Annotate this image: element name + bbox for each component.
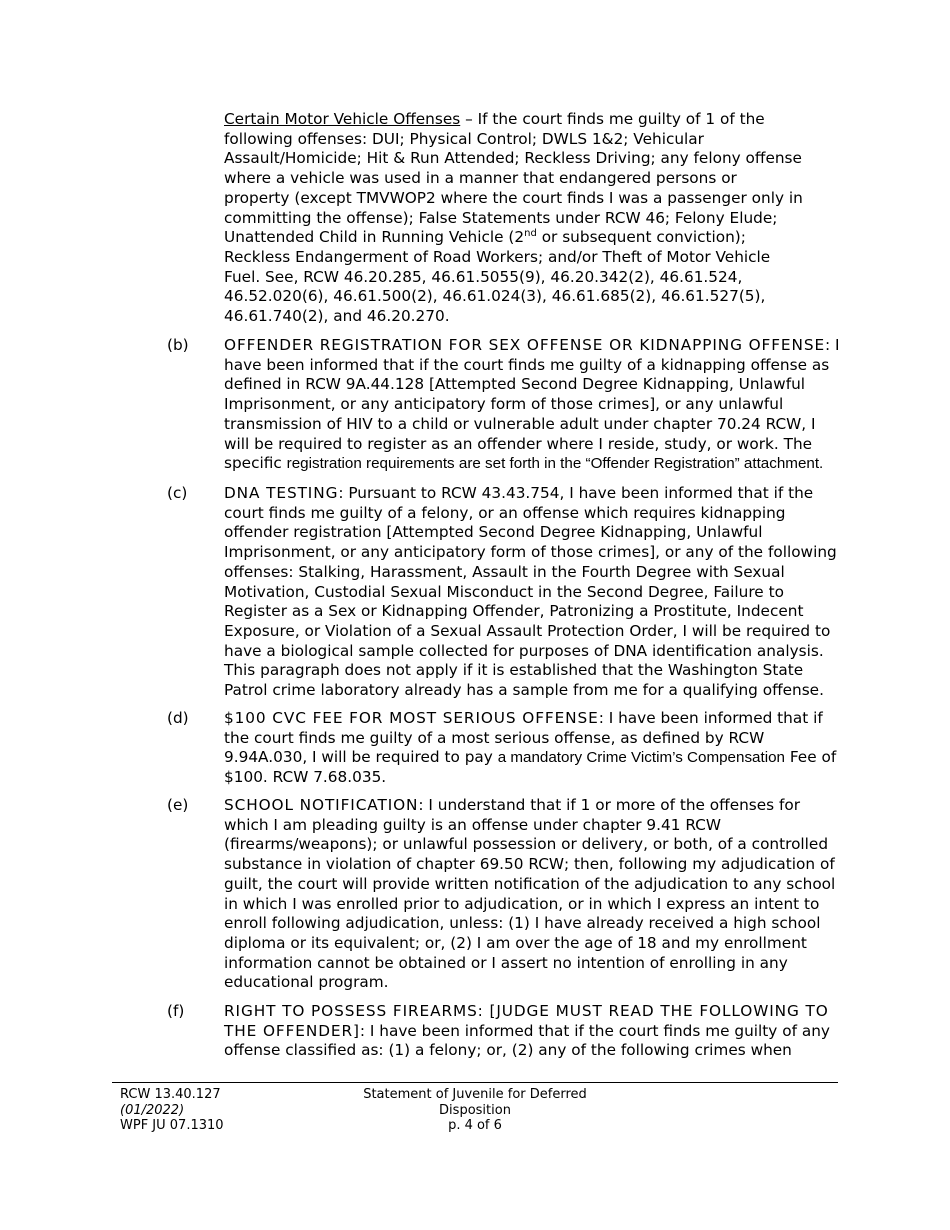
item-c — [167, 484, 847, 701]
item-sans-text: a mandatory Crime Victim’s Compensation — [497, 749, 785, 767]
item-text — [224, 1002, 844, 1061]
footer-left — [120, 1087, 224, 1134]
footer-center — [360, 1087, 590, 1134]
motor-vehicle-offenses-paragraph — [224, 110, 804, 327]
item-heading: OFFENDER REGISTRATION FOR SEX OFFENSE OR KIDNAPPING OFFENSE — [224, 336, 826, 354]
item-text — [224, 484, 844, 701]
item-heading: $100 CVC FEE FOR MOST SERIOUS OFFENSE — [224, 709, 599, 727]
footer-divider — [112, 1082, 838, 1083]
item-label: (d) — [167, 709, 189, 727]
footer-date: (01/2022) — [120, 1102, 185, 1118]
item-body: : Pursuant to RCW 43.43.754, I have been informed that if the court finds me guilty of a felony, or an offense which requires kidnapping offender registration [Attempted Second Degree Kidnapping, Unlawful Imprisonment, or any anticipatory form of those crimes], or any of the following offenses: Stalking, Harassment, Assault in the Fourth Degree with Sexual Motivation, Custodial Sexual Misconduct in the Second Degree, Failure to Register as a Sex or Kidnapping Offender, Patronizing a Prostitute, Indecent Exposure, or Violation of a Sexual Assault Protection Order, I will be required to have a biological sample collected for purposes of DNA identification analysis. This paragraph does not apply if it is established that the Washington State Patrol crime laboratory already has a sample from me for a qualifying offense. — [224, 484, 837, 700]
item-heading: SCHOOL NOTIFICATION — [224, 796, 419, 814]
item-text — [224, 336, 844, 474]
item-label: (c) — [167, 484, 188, 502]
footer-statute: RCW 13.40.127 — [120, 1087, 221, 1102]
item-label: (f) — [167, 1002, 185, 1020]
footer-title-line1: Statement of Juvenile for Deferred — [363, 1087, 587, 1102]
footer-page-number: p. 4 of 6 — [448, 1118, 502, 1133]
item-label: (e) — [167, 796, 189, 814]
item-label: (b) — [167, 336, 189, 354]
item-body: : I have been informed that if the court finds me guilty of a most serious offense, as defined by RCW 9.94A.030, I will be required to pay — [224, 709, 823, 767]
intro-text-1: – If the court finds me guilty of 1 of the following offenses: DUI; Physical Control; DWLS 1&2; Vehicular Assault/Homicide; Hit & Run Attended; Reckless Driving; any felony offense where a vehicle was used in a manner that endangered persons or property (except TMVWOP2 where the court finds I was a passenger only in committing the offense); False Statements under RCW 46; Felony Elude; Unattended Child in Running Vehicle (2 — [224, 110, 803, 247]
item-tail: registration requirements are set forth in the “Offender Registration” attachment. — [286, 455, 824, 473]
item-heading: RIGHT TO POSSESS FIREARMS: [JUDGE MUST READ THE FOLLOWING TO THE OFFENDER] — [224, 1002, 829, 1040]
intro-text-2: or subsequent conviction); Reckless Endangerment of Road Workers; and/or Theft of Motor Vehicle Fuel. See, RCW 46.20.285, 46.61.5055(9), 46.20.342(2), 46.61.524, 46.52.020(6), 46.61.500(2), 46.61.024(3), 46.61.685(2), 46.61.527(5), 46.61.740(2), and 46.20.270. — [224, 228, 771, 326]
footer-title-line2: Disposition — [439, 1102, 511, 1118]
item-text — [224, 709, 844, 788]
item-body: : I have been informed that if the court finds me guilty of a kidnapping offense as defined in RCW 9A.44.128 [Attempted Second Degree Kidnapping, Unlawful Imprisonment, or any anticipatory form of those crimes], or any unlawful transmission of HIV to a child or vulnerable adult under chapter 70.24 RCW, I will be required to register as an offender where I reside, study, or work. The specific — [224, 336, 840, 473]
item-text — [224, 796, 844, 993]
item-f — [167, 1002, 847, 1061]
item-b — [167, 336, 847, 474]
item-tail: Fee of $100. RCW 7.68.035. — [224, 748, 837, 787]
item-heading: DNA TESTING — [224, 484, 339, 502]
item-e — [167, 796, 847, 993]
item-body: : I have been informed that if the court finds me guilty of any offense classified as: (1) a felony; or, (2) any of the following crimes when — [224, 1021, 830, 1060]
ordinal-superscript: nd — [524, 228, 537, 240]
item-body: : I understand that if 1 or more of the offenses for which I am pleading guilty is an offense under chapter 9.41 RCW (firearms/weapons); or unlawful possession or delivery, or both, of a controlled substance in violation of chapter 69.50 RCW; then, following my adjudication of guilt, the court will provide written notification of the adjudication to any school in which I was enrolled prior to adjudication, or in which I express an intent to enroll following adjudication, unless: (1) I have already received a high school diploma or its equivalent; or, (2) I am over the age of 18 and my enrollment information cannot be obtained or I assert no intention of enrolling in any educational program. — [224, 796, 836, 992]
item-d — [167, 709, 847, 788]
section-title: Certain Motor Vehicle Offenses — [224, 110, 461, 128]
footer-form-id: WPF JU 07.1310 — [120, 1118, 224, 1133]
